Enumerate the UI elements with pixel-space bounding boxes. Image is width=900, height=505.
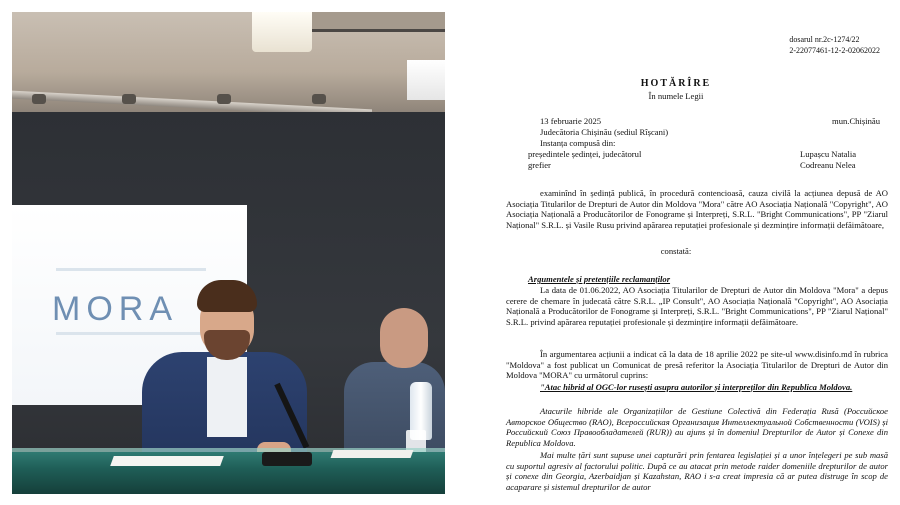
document-subtitle: În numele Legii	[648, 91, 704, 101]
clerk-name: Codreanu Nelea	[800, 160, 856, 170]
spotlight	[122, 94, 136, 104]
section-heading: Argumentele și pretențiile reclamanților	[528, 274, 671, 284]
document-title: HOTĂRÎRE	[640, 78, 712, 89]
mora-logo: MORA	[52, 290, 178, 328]
quote-title: "Atac hibrid al OGC-lor rusești asupra autorilor și interpreților din Republica Moldova.	[540, 382, 853, 392]
spotlight	[312, 94, 326, 104]
case-number	[789, 34, 880, 56]
young-man-shirt	[207, 357, 247, 437]
ceiling-frame	[312, 12, 445, 32]
quote-paragraph-2: Mai multe țări sunt supuse unei capturări prin fentarea legislației și a unor înțelegeri pe sub masă cu suportul agresiv al factorului politic. După ce au atacat prin metode raider domeniile drepturilor de autor și conexe din Georgia, Azerbaidjan și Kazahstan, RAO i s-a creat impresia că ar putea distruge în scop de acaparare și sistemul drepturilor de autor	[506, 450, 888, 492]
paragraph-1: La data de 01.06.2022, AO Asociația Titularilor de Drepturi de Autor din Moldova "Mora" a depus cerere de chemare în judecată către S.R.L. „IP Consult", AO Asociația Națională "Copyright", AO Asociația Națională a Producătorilor de Fonograme și Interpreți, S.R.L. "Bright Communications", PP "Ziarul Național" S.R.L. privind apărarea reputației profesionale și dezmințire informații defăimătoare.	[506, 285, 888, 327]
spotlight	[32, 94, 46, 104]
ceiling-light	[252, 12, 312, 52]
logo-tagline-line	[56, 332, 206, 335]
constata-heading: constată:	[660, 246, 692, 256]
young-man-hair	[197, 280, 257, 312]
clerk-label: grefier	[528, 160, 551, 170]
city: mun.Chișinău	[832, 116, 880, 126]
logo-tagline-line	[56, 268, 206, 271]
paragraph-2: În argumentarea acțiunii a indicat că la data de 18 aprilie 2022 pe site-ul www.disinfo.md în rubrica "Moldova" a fost publicat un Comunicat de presă referitor la Asociația Titularilor de Drepturi de Autor din Moldova "MORA" cu următorul cuprins:	[506, 349, 888, 381]
microphone-base	[262, 452, 312, 466]
quote-paragraph-1: Atacurile hibride ale Organizațiilor de Gestiune Colectivă din Federația Rusă (Российское Авторское Общество (RAO), Всероссийская Организация Интеллектуальной Собственности (VOIS) și Российский Союз Правообладателей (RUR)) au ajuns și în domeniul Drepturilor de Autor și Conexe din Republica Moldova.	[506, 406, 888, 448]
older-man-head	[380, 308, 428, 368]
court-decision-document	[458, 6, 894, 500]
panel-label: Instanța compusă din:	[540, 138, 616, 148]
decision-date: 13 februarie 2025	[540, 116, 602, 126]
presiding-name: Lupașcu Natalia	[800, 149, 857, 159]
spotlight	[217, 94, 231, 104]
desk	[12, 452, 445, 494]
court-name: Judecătoria Chișinău (sediul Rîșcani)	[540, 127, 669, 137]
date-row	[540, 116, 880, 127]
clerk-row	[528, 160, 870, 171]
ceiling-light-right	[407, 60, 445, 100]
papers	[331, 450, 414, 458]
intro-paragraph: examinînd în ședință publică, în procedură contencioasă, cauza civilă la acțiunea depusă de AO Asociația Titularilor de Drepturi de Autor din Moldova "Mora" către AO Asociația Națională "Copyright", AO Asociația Națională a Producătorilor de Fonograme și Interpreți, S.R.L. "Bright Communications", PP "Ziarul Național" S.R.L. și Vasile Rusu privind apărarea reputației profesionale și dezmințire informații defăimătoare,	[506, 188, 888, 230]
case-number-line: 2-22077461-12-2-02062022	[789, 46, 880, 55]
presiding-label: președintele ședinței, judecătorul	[528, 149, 642, 159]
press-conference-photo	[12, 12, 445, 494]
presiding-row	[528, 149, 870, 160]
papers	[110, 456, 224, 466]
case-number-line: dosarul nr.2c-1274/22	[789, 35, 860, 44]
